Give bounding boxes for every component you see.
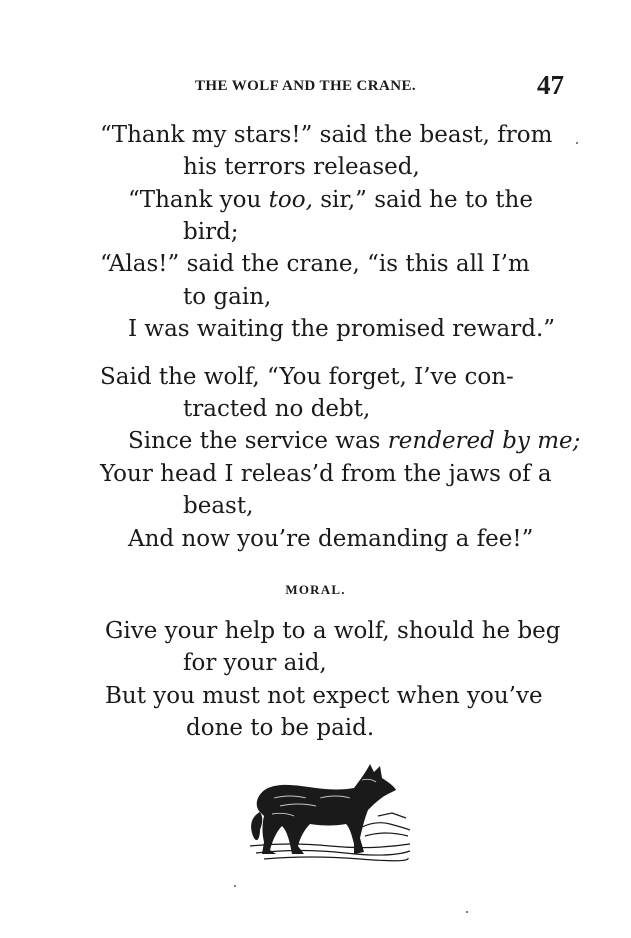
verse-line [128, 427, 580, 455]
running-title: THE WOLF AND THE CRANE. [195, 78, 417, 94]
page-header [100, 70, 570, 102]
wolf-icon [250, 758, 415, 870]
verse-line [128, 186, 533, 214]
verse-line: “Thank my stars!” said the beast, from [100, 122, 553, 148]
verse-text: sir,” said he to the [312, 187, 533, 213]
page-number: 47 [537, 70, 564, 100]
verse-line: tracted no debt, [183, 396, 371, 422]
verse-line: “Alas!” said the crane, “is this all I’m [100, 251, 530, 277]
print-speck [234, 885, 236, 887]
verse-line: to gain, [183, 284, 272, 310]
verse-line: I was waiting the promised reward.” [128, 316, 556, 342]
verse-line: Said the wolf, “You forget, I’ve con- [100, 364, 514, 390]
verse-text: “Thank you [128, 187, 269, 213]
verse-line: And now you’re demanding a fee!” [128, 526, 534, 552]
verse-line: beast, [183, 493, 254, 519]
verse-line: done to be paid. [186, 715, 375, 741]
verse-line: his terrors released, [183, 154, 420, 180]
verse-line: Your head I releas’d from the jaws of a [100, 461, 552, 487]
verse-line: Give your help to a wolf, should he beg [105, 618, 561, 644]
verse-italic: too, [268, 187, 313, 213]
moral-heading: MORAL. [285, 582, 346, 597]
verse-line: But you must not expect when you’ve [105, 683, 543, 709]
print-speck [576, 142, 578, 144]
print-speck [466, 911, 468, 913]
verse-line: for your aid, [183, 650, 327, 676]
verse-italic: rendered by me; [387, 428, 581, 454]
verse-text: Since the service was [128, 428, 388, 454]
verse-line: bird; [183, 219, 239, 245]
